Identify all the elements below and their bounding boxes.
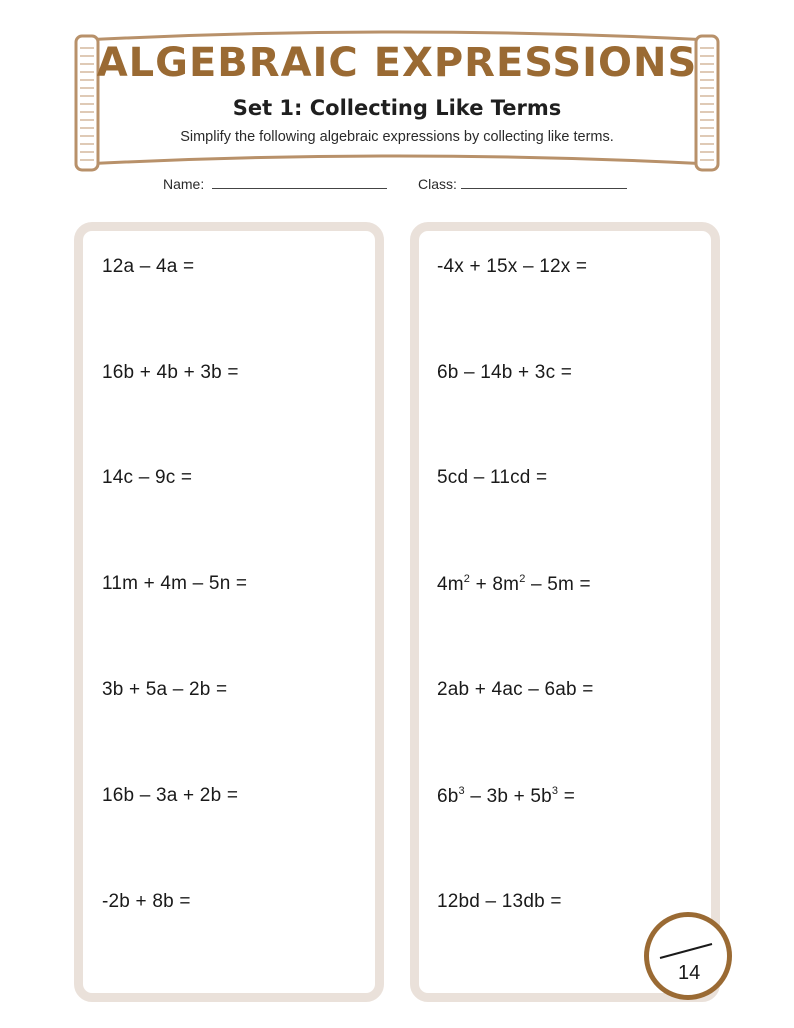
term-text: 6b: [437, 786, 459, 807]
class-field: [418, 176, 627, 192]
problem-left-3: 14c – 9c =: [102, 467, 193, 488]
score-total: 14: [678, 962, 701, 984]
term-text: + 8m: [470, 574, 520, 595]
name-input-line[interactable]: [212, 176, 387, 189]
exponent: 3: [551, 785, 559, 797]
problem-right-1-text: -4x + 15x – 12x =: [437, 256, 588, 277]
class-input-line[interactable]: [461, 176, 627, 189]
problem-left-2: 16b + 4b + 3b =: [102, 362, 239, 383]
problem-right-7: [437, 891, 562, 913]
problem-left-7: -2b + 8b =: [102, 891, 191, 912]
problem-right-3-text: 5cd – 11cd =: [437, 467, 548, 488]
problem-right-5-text: 2ab + 4ac – 6ab =: [437, 679, 594, 700]
worksheet-title: ALGEBRAIC EXPRESSIONS: [96, 40, 698, 86]
name-label: Name:: [163, 176, 205, 192]
name-field: [163, 176, 387, 192]
problem-right-7-text: 12bd – 13db =: [437, 891, 562, 912]
problem-right-6: [437, 785, 575, 808]
problem-right-3: [437, 467, 547, 489]
exponent: 2: [463, 573, 471, 585]
problem-right-5: [437, 679, 594, 701]
right-problem-panel: [410, 222, 720, 1002]
problem-left-6: 16b – 3a + 2b =: [102, 785, 239, 806]
exponent: 3: [458, 785, 465, 797]
problem-left-4: 11m + 4m – 5n =: [102, 573, 248, 594]
problem-right-2: [437, 362, 572, 384]
term-text: =: [558, 786, 576, 807]
score-fraction-line: [656, 938, 716, 962]
class-label: Class:: [418, 176, 457, 192]
set-subtitle: Set 1: Collecting Like Terms: [232, 96, 562, 120]
problem-left-1: 12a – 4a =: [102, 256, 195, 277]
problem-right-1: [437, 256, 587, 278]
exponent: 2: [519, 573, 526, 585]
term-text: 4m: [437, 574, 464, 595]
term-text: – 3b + 5b: [464, 786, 552, 807]
problem-left-5: 3b + 5a – 2b =: [102, 679, 228, 700]
problem-right-2-text: 6b – 14b + 3c =: [437, 362, 573, 383]
left-problem-panel: [74, 222, 384, 1002]
problem-right-4: [437, 573, 591, 596]
instructions-text: Simplify the following algebraic expressions by collecting like terms.: [180, 129, 614, 145]
term-text: – 5m =: [525, 574, 591, 595]
